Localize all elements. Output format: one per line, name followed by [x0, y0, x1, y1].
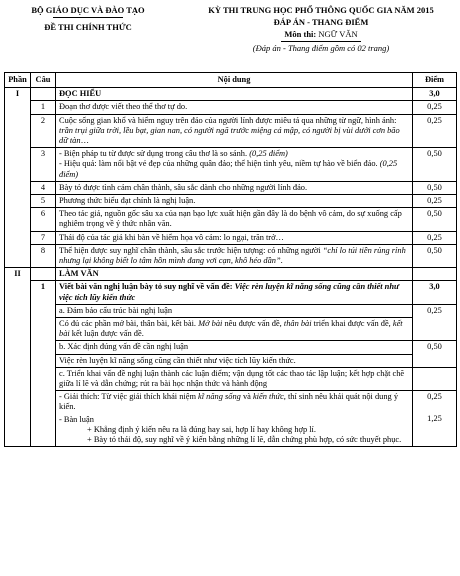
answer-score: 0,25 [413, 231, 457, 244]
header-content: Nội dung [56, 73, 413, 88]
subject-label: Môn thi: [284, 29, 317, 39]
ministry-name: BỘ GIÁO DỤC VÀ ĐÀO TẠO [31, 5, 145, 15]
part-number: II [5, 268, 31, 447]
answer-score: 0,25 [413, 304, 457, 341]
answer-table [4, 72, 457, 447]
question-number: 2 [31, 114, 56, 148]
section-title: ĐỌC HIỂU [56, 88, 413, 101]
answer-score: 3,0 [413, 281, 457, 304]
answer-score: 0,50 [413, 148, 457, 182]
question-number: 6 [31, 208, 56, 231]
essay-prompt: Viết bài văn nghị luận bày tỏ suy nghĩ về vấn đề: Việc rèn luyện kĩ năng sống cũng cần thiết như việc tích lũy kiến thức [56, 281, 413, 304]
answer-score: 0,25 [413, 195, 457, 208]
table-header-row [5, 73, 457, 88]
answer-score: 0,25 [413, 101, 457, 114]
question-number: 4 [31, 181, 56, 194]
header-question: Câu [31, 73, 56, 88]
question-number: 1 [31, 281, 56, 447]
doc-type: ĐÁP ÁN - THANG ĐIỂM [273, 17, 369, 27]
subject-name: NGỮ VĂN [318, 29, 358, 39]
answer-content: Cuộc sống gian khổ và hiểm nguy trên đảo của người lính được miêu tả qua những từ ngữ, hình ảnh: trần trụi giữa trời, lều bạt, gian nan, có người ngã trước miệng cá mập, có người bị vùi dưới cơn bão dữ tàn… [56, 114, 413, 148]
question-number: 5 [31, 195, 56, 208]
answer-content: Đoạn thơ được viết theo thể thơ tự do. [56, 101, 413, 114]
question-number: 3 [31, 148, 56, 182]
table-row [5, 281, 457, 304]
answer-content: Thái độ của tác giả khi bàn về hiểm họa vô cảm: lo ngại, trăn trở… [56, 231, 413, 244]
question-number: 1 [31, 101, 56, 114]
criterion-title: b. Xác định đúng vấn đề cần nghị luận [56, 341, 413, 354]
table-row [5, 101, 457, 114]
table-row [5, 148, 457, 182]
page-note: (Đáp án - Thang điểm gồm có 02 trang) [252, 43, 390, 53]
answer-content: Phương thức biểu đạt chính là nghị luận. [56, 195, 413, 208]
answer-score: 0,50 [413, 181, 457, 194]
answer-score: 0,25 [413, 114, 457, 148]
header-score: Điểm [413, 73, 457, 88]
table-row [5, 195, 457, 208]
criterion-detail: Có đủ các phần mở bài, thân bài, kết bài. Mở bài nêu được vấn đề, thân bài triển khai được vấn đề, kết bài kết luận được vấn đề. [56, 318, 413, 341]
table-row [5, 231, 457, 244]
part-number: I [5, 88, 31, 268]
criterion-detail: Việc rèn luyện kĩ năng sống cũng cần thiết như việc tích lũy kiến thức. [56, 354, 413, 367]
table-row [5, 318, 457, 341]
subject-line [190, 28, 452, 40]
answer-content: - Biện pháp tu từ được sử dụng trong câu thơ là so sánh. (0,25 điểm) - Hiệu quả: làm nổi bật vẻ đẹp của những quân đảo; thể hiện tình yêu, niềm tự hào về biển đảo. (0,25 điểm) [56, 148, 413, 182]
header-part: Phần [5, 73, 31, 88]
question-number: 7 [31, 231, 56, 244]
answer-score: 0,50 [413, 208, 457, 231]
question-number: 8 [31, 244, 56, 267]
table-row [5, 341, 457, 354]
section-title: LÀM VĂN [56, 268, 413, 281]
answer-content: Thể hiện được suy nghĩ chân thành, sâu sắc trước hiện tượng: có những người “chỉ lo túi tiền rủng rỉnh nhưng lại không biết lo tâm hồn mình đang vơi cạn, khô héo dần”. [56, 244, 413, 267]
exam-status: ĐỀ THI CHÍNH THỨC [44, 22, 132, 32]
answer-content: Theo tác giả, nguồn gốc sâu xa của nạn bạo lực xuất hiện gần đây là do bệnh vô cảm, do sự xuống cấp nghiêm trọng về ý thức nhân văn. [56, 208, 413, 231]
header-right [190, 4, 452, 54]
header-left [8, 4, 168, 33]
table-row [5, 268, 457, 281]
answer-score: 0,50 [413, 341, 457, 367]
answer-score: 0,50 [413, 244, 457, 267]
criterion-title: a. Đảm bảo cấu trúc bài nghị luận [56, 304, 413, 317]
table-row [5, 114, 457, 148]
table-row [5, 244, 457, 267]
section-score: 3,0 [413, 88, 457, 101]
answer-score: 0,25 1,25 [413, 391, 457, 447]
table-row [5, 304, 457, 317]
table-row [5, 181, 457, 194]
table-row [5, 88, 457, 101]
table-row [5, 367, 457, 390]
ministry-underline [53, 17, 123, 18]
exam-title: KỲ THI TRUNG HỌC PHỔ THÔNG QUỐC GIA NĂM 2015 [208, 5, 434, 15]
answer-content: Bày tỏ được tình cảm chân thành, sâu sắc dành cho những người lính đảo. [56, 181, 413, 194]
table-row [5, 354, 457, 367]
criterion-title: c. Triển khai vấn đề nghị luận thành các luận điểm; vận dụng tốt các thao tác lập luận; kết hợp chặt chẽ giữa lí lẽ và dẫn chứng; rút ra bài học nhận thức và hành động [56, 367, 413, 390]
criterion-detail: - Giải thích: Từ việc giải thích khái niệm kĩ năng sống và kiến thức, thí sinh nêu khái quát nội dung ý kiến. - Bàn luận + Khẳng định ý kiến nêu ra là đúng hay sai, hợp lí hay không hợp lí. + Bày tỏ thái độ, suy nghĩ về ý kiến bằng những lí lẽ, dẫn chứng phù hợp, có sức thuyết phục. [56, 391, 413, 447]
table-row [5, 391, 457, 447]
table-row [5, 208, 457, 231]
